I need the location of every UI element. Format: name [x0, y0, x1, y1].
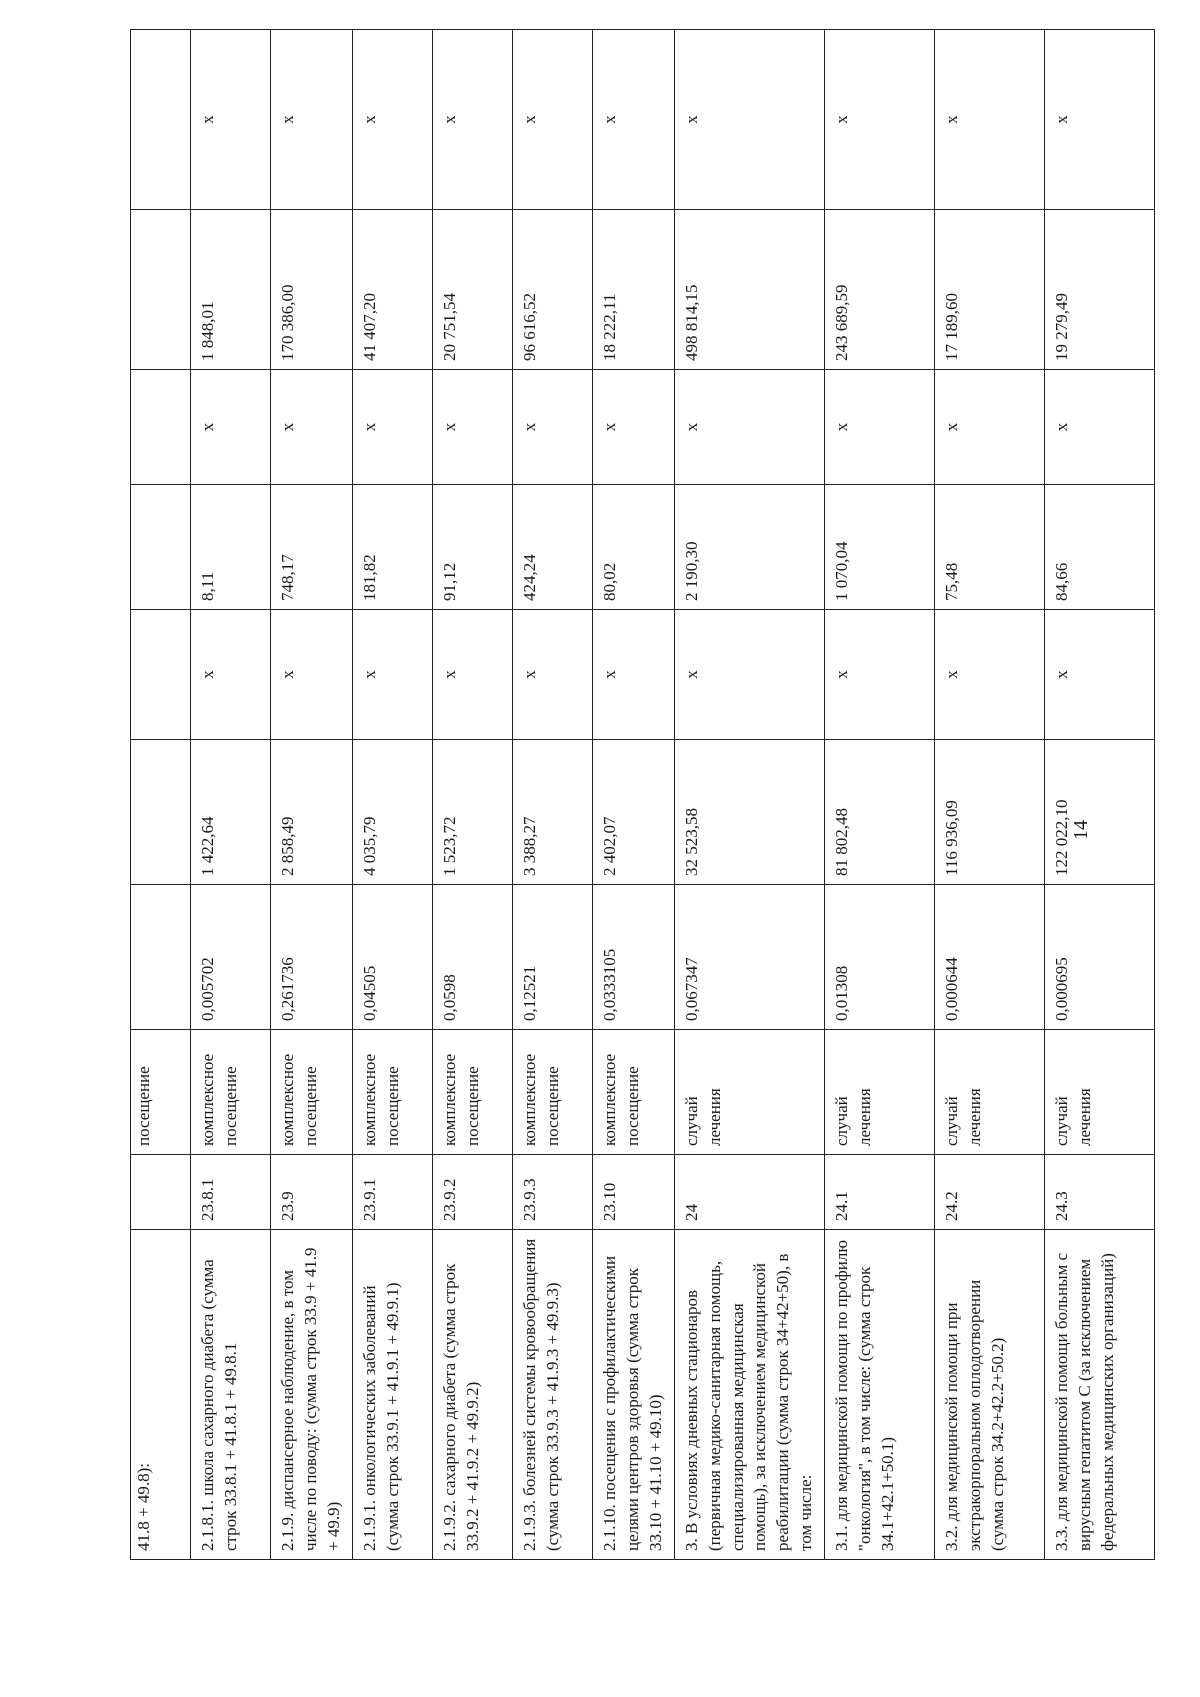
- empty-cell-1: х: [674, 610, 825, 740]
- unit-cell: комплексное посещение: [271, 1030, 353, 1155]
- cost-cell: 1 523,72: [432, 740, 512, 885]
- norm-cell: 0,12521: [512, 885, 592, 1030]
- empty-cell-1: х: [271, 610, 353, 740]
- empty-cell-2: х: [935, 370, 1045, 485]
- cost-cell: 122 022,10: [1045, 740, 1155, 885]
- row-name: 2.1.9.1. онкологических заболеваний (сумма строк 33.9.1 + 41.9.1 + 49.9.1): [352, 1230, 432, 1560]
- empty-cell-3: х: [825, 30, 935, 210]
- unit-cell: комплексное посещение: [592, 1030, 674, 1155]
- per-capita-cell: 91,12: [432, 485, 512, 610]
- empty-cell-3: х: [432, 30, 512, 210]
- page-number: 14: [1070, 820, 1092, 840]
- financing-table: [130, 29, 1155, 1560]
- empty-cell-2: х: [512, 370, 592, 485]
- empty-cell-1: х: [432, 610, 512, 740]
- row-name: 2.1.9.3. болезней системы кровообращения (сумма строк 33.9.3 + 41.9.3 + 49.9.3): [512, 1230, 592, 1560]
- total-cell: 20 751,54: [432, 210, 512, 370]
- total-cell: 498 814,15: [674, 210, 825, 370]
- row-code: 23.8.1: [191, 1155, 271, 1230]
- norm-cell: 0,261736: [271, 885, 353, 1030]
- row-code: 23.9.1: [352, 1155, 432, 1230]
- empty-cell-3: х: [592, 30, 674, 210]
- total-cell: 18 222,11: [592, 210, 674, 370]
- row-code: 23.9: [271, 1155, 353, 1230]
- empty-cell-1: х: [935, 610, 1045, 740]
- cost-cell: 2 402,07: [592, 740, 674, 885]
- total-cell: 243 689,59: [825, 210, 935, 370]
- table-row: [674, 30, 825, 1560]
- cost-cell: 116 936,09: [935, 740, 1045, 885]
- per-capita-cell: 1 070,04: [825, 485, 935, 610]
- row-name: 2.1.10. посещения с профилактическими целями центров здоровья (сумма строк 33.10 + 41.10 + 49.10): [592, 1230, 674, 1560]
- empty-cell-2: х: [271, 370, 353, 485]
- unit-cell: комплексное посещение: [352, 1030, 432, 1155]
- per-capita-cell: 424,24: [512, 485, 592, 610]
- norm-cell: 0,067347: [674, 885, 825, 1030]
- row-code: 23.9.2: [432, 1155, 512, 1230]
- cost-cell: 1 422,64: [191, 740, 271, 885]
- total-cell: 96 616,52: [512, 210, 592, 370]
- norm-cell: 0,0598: [432, 885, 512, 1030]
- empty-cell-2: [131, 370, 191, 485]
- table-row: [191, 30, 271, 1560]
- norm-cell: 0,0333105: [592, 885, 674, 1030]
- table-row: [131, 30, 191, 1560]
- per-capita-cell: 748,17: [271, 485, 353, 610]
- empty-cell-3: х: [674, 30, 825, 210]
- empty-cell-1: х: [512, 610, 592, 740]
- cost-cell: 32 523,58: [674, 740, 825, 885]
- table-row: [432, 30, 512, 1560]
- norm-cell: 0,04505: [352, 885, 432, 1030]
- row-name: 2.1.9. диспансерное наблюдение, в том числе по поводу: (сумма строк 33.9 + 41.9 + 49.9): [271, 1230, 353, 1560]
- row-code: 23.10: [592, 1155, 674, 1230]
- empty-cell-2: х: [1045, 370, 1155, 485]
- unit-cell: посещение: [131, 1030, 191, 1155]
- norm-cell: 0,000644: [935, 885, 1045, 1030]
- row-name: 3.3. для медицинской помощи больным с вирусным гепатитом С (за исключением федеральных медицинских организаций): [1045, 1230, 1155, 1560]
- empty-cell-3: х: [935, 30, 1045, 210]
- empty-cell-1: [131, 610, 191, 740]
- empty-cell-1: х: [191, 610, 271, 740]
- empty-cell-1: х: [352, 610, 432, 740]
- norm-cell: [131, 885, 191, 1030]
- unit-cell: комплексное посещение: [191, 1030, 271, 1155]
- table-row: [825, 30, 935, 1560]
- table-row: [512, 30, 592, 1560]
- per-capita-cell: 75,48: [935, 485, 1045, 610]
- table-row: [1045, 30, 1155, 1560]
- per-capita-cell: 181,82: [352, 485, 432, 610]
- total-cell: 41 407,20: [352, 210, 432, 370]
- per-capita-cell: 8,11: [191, 485, 271, 610]
- empty-cell-1: х: [1045, 610, 1155, 740]
- cost-cell: 3 388,27: [512, 740, 592, 885]
- total-cell: 1 848,01: [191, 210, 271, 370]
- unit-cell: случай лечения: [674, 1030, 825, 1155]
- per-capita-cell: 84,66: [1045, 485, 1155, 610]
- table-row: [352, 30, 432, 1560]
- cost-cell: [131, 740, 191, 885]
- cost-cell: 81 802,48: [825, 740, 935, 885]
- total-cell: 170 386,00: [271, 210, 353, 370]
- row-code: 24: [674, 1155, 825, 1230]
- row-code: 24.3: [1045, 1155, 1155, 1230]
- row-name: 2.1.8.1. школа сахарного диабета (сумма строк 33.8.1 + 41.8.1 + 49.8.1: [191, 1230, 271, 1560]
- total-cell: 19 279,49: [1045, 210, 1155, 370]
- norm-cell: 0,005702: [191, 885, 271, 1030]
- row-code: 24.2: [935, 1155, 1045, 1230]
- cost-cell: 2 858,49: [271, 740, 353, 885]
- unit-cell: случай лечения: [935, 1030, 1045, 1155]
- empty-cell-3: х: [271, 30, 353, 210]
- cost-cell: 4 035,79: [352, 740, 432, 885]
- per-capita-cell: 2 190,30: [674, 485, 825, 610]
- empty-cell-3: х: [352, 30, 432, 210]
- unit-cell: случай лечения: [1045, 1030, 1155, 1155]
- total-cell: 17 189,60: [935, 210, 1045, 370]
- norm-cell: 0,000695: [1045, 885, 1155, 1030]
- empty-cell-3: х: [191, 30, 271, 210]
- empty-cell-1: х: [825, 610, 935, 740]
- total-cell: [131, 210, 191, 370]
- row-name: 3.2. для медицинской помощи при экстракорпоральном оплодотворении (сумма строк 34.2+42.2+50.2): [935, 1230, 1045, 1560]
- row-code: 24.1: [825, 1155, 935, 1230]
- unit-cell: случай лечения: [825, 1030, 935, 1155]
- row-code: 23.9.3: [512, 1155, 592, 1230]
- empty-cell-2: х: [592, 370, 674, 485]
- empty-cell-3: [131, 30, 191, 210]
- row-name: 3. В условиях дневных стационаров (первичная медико-санитарная помощь, специализированная медицинская помощь), за исключением медицинской реабилитации (сумма строк 34+42+50), в том числе:: [674, 1230, 825, 1560]
- table-row: [592, 30, 674, 1560]
- per-capita-cell: [131, 485, 191, 610]
- row-code: [131, 1155, 191, 1230]
- empty-cell-3: х: [1045, 30, 1155, 210]
- empty-cell-2: х: [432, 370, 512, 485]
- empty-cell-2: х: [825, 370, 935, 485]
- table-row: [935, 30, 1045, 1560]
- unit-cell: комплексное посещение: [512, 1030, 592, 1155]
- row-name: 2.1.9.2. сахарного диабета (сумма строк 33.9.2 + 41.9.2 + 49.9.2): [432, 1230, 512, 1560]
- empty-cell-3: х: [512, 30, 592, 210]
- row-name: 41.8 + 49.8):: [131, 1230, 191, 1560]
- empty-cell-2: х: [674, 370, 825, 485]
- empty-cell-2: х: [191, 370, 271, 485]
- unit-cell: комплексное посещение: [432, 1030, 512, 1155]
- per-capita-cell: 80,02: [592, 485, 674, 610]
- row-name: 3.1. для медицинской помощи по профилю "онкология", в том числе: (сумма строк 34.1+42.1+50.1): [825, 1230, 935, 1560]
- empty-cell-2: х: [352, 370, 432, 485]
- norm-cell: 0,01308: [825, 885, 935, 1030]
- rotated-table-sheet: [130, 30, 1118, 1560]
- table-row: [271, 30, 353, 1560]
- empty-cell-1: х: [592, 610, 674, 740]
